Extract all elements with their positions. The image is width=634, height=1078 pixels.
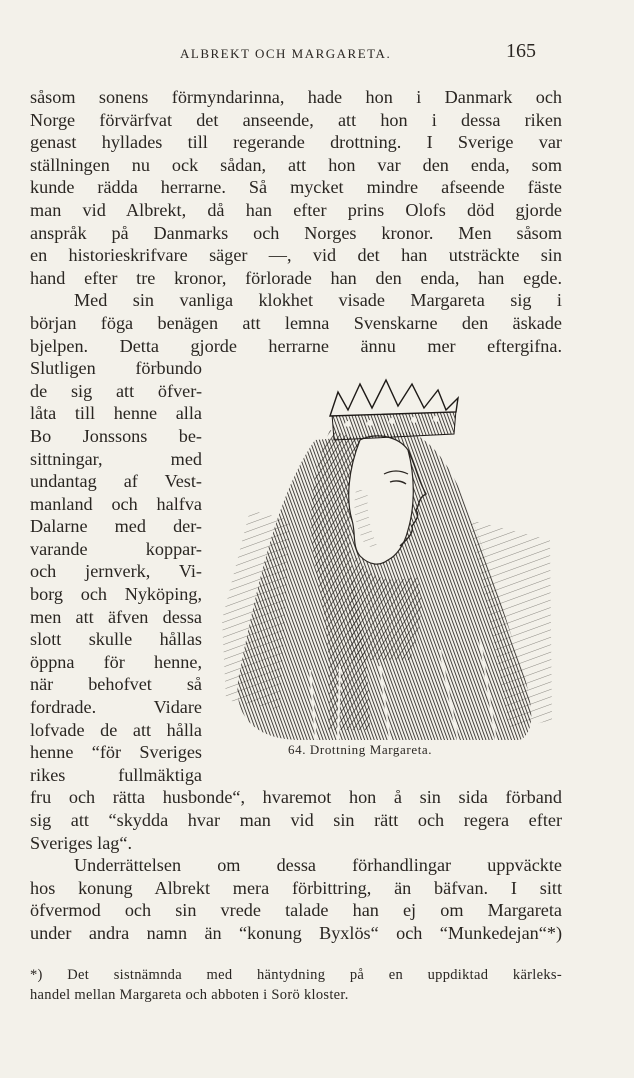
column-line: Dalarne med der-: [30, 516, 202, 537]
text-line: såsom sonens förmyndarinna, hade hon i Danmark och: [30, 87, 562, 107]
column-line: när behofvet så: [30, 674, 202, 695]
column-line: lofvade de att hålla: [30, 719, 202, 740]
column-line: de sig att öfver-: [30, 380, 202, 401]
column-line: manland och halfva: [30, 493, 202, 514]
text-line: hos konung Albrekt mera förbittring, än bäfvan. I sitt: [30, 877, 562, 898]
text-line: Norge förvärfvat det anseende, att hon i dessa riken: [30, 109, 562, 130]
figure-caption: 64. Drottning Margareta.: [288, 742, 433, 757]
crown-points: [330, 380, 458, 416]
column-line: borg och Nyköping,: [30, 584, 202, 605]
column-line: och jernverk, Vi-: [30, 561, 202, 582]
text-line: en historieskrifvare säger —, vid det han utsträckte sin: [30, 245, 562, 266]
text-line: kunde rädda herrarne. Så mycket mindre afseende fäste: [30, 177, 562, 198]
column-line: fordrade. Vidare: [30, 697, 202, 718]
text-line: Underrättelsen om dessa förhandlingar uppväckte: [74, 855, 562, 876]
column-line: rikes fullmäktiga: [30, 764, 202, 785]
text-line: genast hyllades till regerande drottning. I Sverige var: [30, 132, 562, 153]
text-line: fru och rätta husbonde“, hvaremot hon å sin sida förband: [30, 787, 562, 808]
footnote-line: *) Det sistnämnda med häntydning på en uppdiktad kärleks-: [30, 967, 562, 983]
column-line: undantag af Vest-: [30, 471, 202, 492]
column-line: henne “för Sveriges: [30, 742, 202, 763]
column-line: sittningar, med: [30, 448, 202, 469]
text-line: Med sin vanliga klokhet visade Margareta sig i: [74, 290, 562, 311]
footnote-line: handel mellan Margareta och abboten i Sorö kloster.: [30, 987, 349, 1003]
text-line: anspråk på Danmarks och Norges kronor. Men såsom: [30, 222, 562, 243]
page-number: 165: [506, 40, 536, 62]
column-line: låta till henne alla: [30, 403, 202, 424]
text-line: hand efter tre kronor, förlorade han den enda, han egde.: [30, 267, 562, 288]
column-line: Slutligen förbundo: [30, 358, 202, 379]
column-line: varande koppar-: [30, 538, 202, 559]
text-line: ställningen nu ock sådan, att hon var den enda, som: [30, 154, 562, 175]
text-line: Sveriges lag“.: [30, 832, 133, 853]
text-line: under andra namn än “konung Byxlös“ och “Munkedejan“*): [30, 922, 562, 943]
text-line: sig att “skydda hvar man vid sin rätt och regera efter: [30, 810, 562, 830]
queen-margareta-engraving: [220, 370, 552, 740]
column-line: men att äfven dessa: [30, 606, 202, 627]
text-line: bjelpen. Detta gjorde herrarne ännu mer eftergifna.: [30, 335, 562, 356]
column-line: Bo Jonssons be-: [30, 425, 202, 446]
text-line: öfvermod och sin vrede talade han ej om Margareta: [30, 900, 562, 921]
text-line: man vid Albrekt, då han efter prins Olofs död gjorde: [30, 199, 562, 220]
text-line: början föga benägen att lemna Svenskarne den äskade: [30, 312, 562, 333]
running-head: ALBREKT OCH MARGARETA.: [180, 46, 392, 61]
footnote: [30, 965, 562, 1005]
column-line: slott skulle hållas: [30, 629, 202, 650]
column-line: öppna för henne,: [30, 651, 202, 672]
portrait-figure: [220, 370, 552, 756]
